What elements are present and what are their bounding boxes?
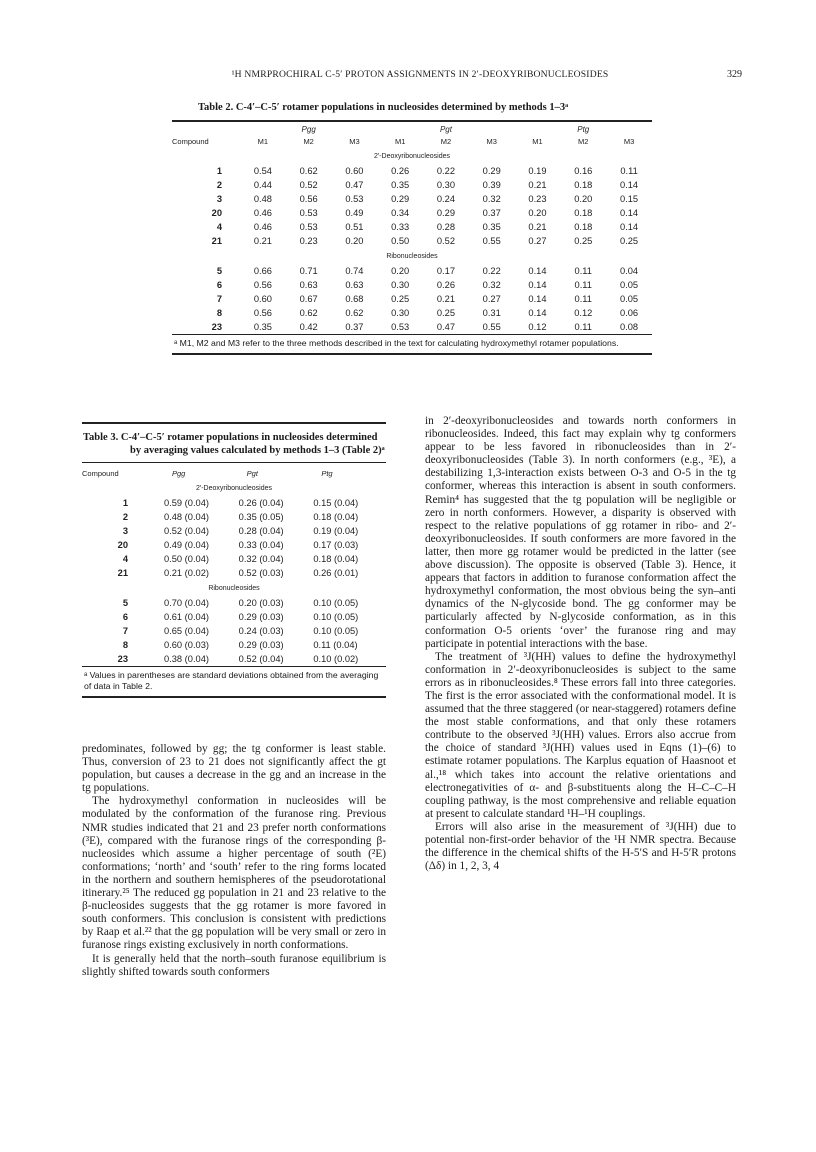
- col-header: M1: [532, 136, 543, 146]
- value-cell: 0.18: [574, 180, 593, 190]
- value-cell: 0.49: [345, 208, 364, 218]
- table-row: [172, 178, 652, 192]
- value-cell: 0.56: [299, 194, 318, 204]
- value-cell: 0.52 (0.04): [238, 654, 284, 664]
- value-cell: 0.30: [391, 308, 410, 318]
- value-cell: 0.25: [436, 308, 455, 318]
- value-cell: 0.49 (0.04): [164, 540, 209, 550]
- value-cell: 0.11: [574, 322, 592, 332]
- value-cell: 0.30: [436, 180, 455, 190]
- value-cell: 0.21: [528, 180, 547, 190]
- value-cell: 0.38 (0.04): [164, 654, 209, 664]
- value-cell: 0.62: [299, 166, 318, 176]
- section-label: Ribonucleosides: [208, 584, 260, 592]
- table-row: [82, 610, 386, 624]
- value-cell: 0.48: [253, 194, 272, 204]
- value-cell: 0.31: [482, 308, 501, 318]
- table-row: [172, 220, 652, 234]
- value-cell: 0.52: [299, 180, 318, 190]
- body-paragraph: The treatment of ³J(HH) values to define the hydroxymethyl conformation in 2′-deoxyribonucleosides is subject to the same errors as in ribonucleosides.⁸ These errors fall into three categories. The first is the error associated with the conformational model. It is assumed that the three staggered (or near-staggered) rotamers define the most stable conformations, and that only these rotamers contribute to the observed ³J(HH) values. Errors also accrue from the choice of standard ³J(HH) values used in Eqns (1)–(6) to estimate rotamer populations. The Karplus equation of Haasnoot et al.,¹⁸ which takes into account the relative orientations and electronegativities of α- and β-substituents along the H–C–C–H coupling pathway, is the most comprehensive and reliable equation at present to calculate standard ¹H–¹H couplings.: [425, 650, 736, 820]
- table-row: [172, 164, 652, 178]
- compound-cell: 20: [211, 208, 222, 218]
- value-cell: 0.59 (0.04): [164, 498, 209, 508]
- value-cell: 0.10 (0.05): [313, 626, 359, 636]
- table-2-population-header: [172, 124, 652, 134]
- pop-label-gg: Pgg: [301, 124, 316, 134]
- compound-cell: 6: [122, 612, 128, 622]
- value-cell: 0.54: [253, 166, 272, 176]
- value-cell: 0.71: [299, 266, 318, 276]
- value-cell: 0.32: [482, 194, 501, 204]
- value-cell: 0.23: [299, 236, 318, 246]
- value-cell: 0.17 (0.03): [313, 540, 359, 550]
- value-cell: 0.23: [528, 194, 547, 204]
- value-cell: 0.24 (0.03): [238, 626, 284, 636]
- value-cell: 0.52: [436, 236, 455, 246]
- table-row: [172, 306, 652, 320]
- value-cell: 0.10 (0.02): [313, 654, 359, 664]
- page-number: 329: [727, 69, 742, 80]
- body-paragraph: predominates, followed by gg; the tg conformer is least stable. Thus, conversion of 23 to 21 does not significantly affect the gt population, but causes a decrease in the gg and an increase in the tg populations.: [82, 743, 386, 795]
- value-cell: 0.22: [436, 166, 455, 176]
- body-paragraph: The hydroxymethyl conformation in nucleosides will be modulated by the conformation of the furanose ring. Previous NMR studies indicated that 21 and 23 prefer north conformations (³E), compared with the furanose rings of the corresponding β-nucleosides which assume a higher percentage of south (²E) conformations; ‘north’ and ‘south’ refer to the ring forms located in the northern and southern hemispheres of the pseudorotational itinerary.²⁵ The reduced gg population in 21 and 23 relative to the β-nucleosides suggests that the gg rotamer is more favored in south conformers. This conclusion is consistent with predictions by Raap et al.²² that the gg population will be very small or zero in furanose rings existing exclusively in north conformations.: [82, 795, 386, 952]
- table-row: [172, 278, 652, 292]
- table-row: [172, 320, 652, 334]
- pop-label-tg: Ptg: [577, 124, 590, 134]
- value-cell: 0.14: [620, 222, 639, 232]
- section-header-row: [172, 248, 652, 264]
- table-3-bottom-rule: [82, 666, 386, 667]
- running-header: ¹H NMRPROCHIRAL C-5′ PROTON ASSIGNMENTS IN 2′-DEOXYRIBONUCLEOSIDES: [231, 69, 609, 80]
- value-cell: 0.39: [482, 180, 501, 190]
- section-header-row: [172, 148, 652, 164]
- table-row: [82, 552, 386, 566]
- value-cell: 0.14: [528, 266, 547, 276]
- table-3-header-rule: [82, 462, 386, 463]
- value-cell: 0.61 (0.04): [164, 612, 209, 622]
- value-cell: 0.27: [528, 236, 547, 246]
- value-cell: 0.20 (0.03): [238, 598, 284, 608]
- value-cell: 0.65 (0.04): [164, 626, 209, 636]
- col-header: Pgg: [172, 468, 186, 478]
- value-cell: 0.21 (0.02): [164, 568, 209, 578]
- compound-cell: 5: [122, 598, 128, 608]
- value-cell: 0.21: [253, 236, 272, 246]
- table-row: [82, 524, 386, 538]
- section-label: 2′-Deoxyribonucleosides: [373, 152, 451, 160]
- value-cell: 0.37: [482, 208, 501, 218]
- table-2-bottom-rule: [172, 334, 652, 335]
- section-header-row: [82, 480, 386, 496]
- value-cell: 0.21: [528, 222, 547, 232]
- value-cell: 0.46: [253, 222, 272, 232]
- value-cell: 0.27: [482, 294, 501, 304]
- value-cell: 0.28: [436, 222, 455, 232]
- value-cell: 0.06: [620, 308, 639, 318]
- table-3-end-rule: [82, 696, 386, 698]
- body-column-left: [82, 743, 386, 979]
- value-cell: 0.29: [391, 194, 410, 204]
- col-header: M3: [623, 136, 635, 146]
- value-cell: 0.05: [620, 280, 639, 290]
- compound-cell: 2: [216, 180, 222, 190]
- value-cell: 0.35: [253, 322, 272, 332]
- value-cell: 0.25: [391, 294, 410, 304]
- body-paragraph: Errors will also arise in the measurement of ³J(HH) due to potential non-first-order behavior of the ¹H NMR spectra. Because the difference in the chemical shifts of the H-5′S and H-5′R protons (Δδ) in 1, 2, 3, 4: [425, 820, 736, 873]
- table-row: [82, 496, 386, 510]
- value-cell: 0.53: [391, 322, 410, 332]
- value-cell: 0.15: [620, 194, 639, 204]
- table-row: [82, 638, 386, 652]
- value-cell: 0.32 (0.04): [238, 554, 284, 564]
- value-cell: 0.30: [391, 280, 410, 290]
- table-2-column-header: [172, 134, 652, 148]
- value-cell: 0.14: [528, 280, 547, 290]
- value-cell: 0.25: [620, 236, 639, 246]
- compound-cell: 23: [117, 654, 128, 664]
- compound-cell: 7: [216, 294, 222, 304]
- value-cell: 0.11: [574, 294, 592, 304]
- compound-cell: 8: [216, 308, 222, 318]
- value-cell: 0.63: [299, 280, 318, 290]
- value-cell: 0.35: [391, 180, 410, 190]
- value-cell: 0.18 (0.04): [313, 512, 359, 522]
- compound-cell: 20: [117, 540, 128, 550]
- value-cell: 0.20: [528, 208, 547, 218]
- value-cell: 0.60: [253, 294, 272, 304]
- table-3-top-rule: [82, 422, 386, 424]
- value-cell: 0.52 (0.03): [238, 568, 284, 578]
- table-2-grid: [172, 124, 652, 334]
- value-cell: 0.10 (0.05): [313, 598, 359, 608]
- table-3-footnote: ᵃ Values in parentheses are standard deviations obtained from the averaging of data in Table 2.: [84, 670, 379, 691]
- value-cell: 0.53: [299, 208, 318, 218]
- value-cell: 0.46: [253, 208, 272, 218]
- value-cell: 0.63: [345, 280, 364, 290]
- compound-cell: 21: [211, 236, 222, 246]
- table-3-column-header: [82, 466, 386, 480]
- section-label: Ribonucleosides: [386, 252, 438, 260]
- value-cell: 0.11 (0.04): [313, 640, 358, 650]
- table-2-caption: Table 2. C-4′–C-5′ rotamer populations in nucleosides determined by methods 1–3ᵃ: [198, 102, 569, 113]
- table-2-end-rule: [172, 353, 652, 355]
- col-header: Ptg: [321, 468, 333, 478]
- value-cell: 0.20: [345, 236, 364, 246]
- compound-cell: 3: [122, 526, 128, 536]
- table-row: [172, 192, 652, 206]
- value-cell: 0.47: [436, 322, 455, 332]
- value-cell: 0.56: [253, 308, 272, 318]
- value-cell: 0.56: [253, 280, 272, 290]
- value-cell: 0.29 (0.03): [238, 612, 284, 622]
- value-cell: 0.66: [253, 266, 272, 276]
- value-cell: 0.26: [391, 166, 410, 176]
- table-row: [172, 292, 652, 306]
- table-row: [82, 538, 386, 552]
- value-cell: 0.34: [391, 208, 410, 218]
- col-header: Pgt: [246, 468, 258, 478]
- col-header: Compound: [172, 136, 209, 146]
- value-cell: 0.21: [436, 294, 455, 304]
- compound-cell: 2: [122, 512, 128, 522]
- value-cell: 0.11: [574, 266, 592, 276]
- value-cell: 0.26 (0.04): [238, 498, 284, 508]
- value-cell: 0.33 (0.04): [238, 540, 284, 550]
- value-cell: 0.53: [299, 222, 318, 232]
- value-cell: 0.19 (0.04): [313, 526, 359, 536]
- col-header: M1: [257, 136, 269, 146]
- value-cell: 0.25: [574, 236, 593, 246]
- value-cell: 0.15 (0.04): [313, 498, 359, 508]
- value-cell: 0.14: [620, 208, 639, 218]
- value-cell: 0.62: [299, 308, 318, 318]
- value-cell: 0.37: [345, 322, 364, 332]
- table-row: [172, 206, 652, 220]
- table-2-footnote: ᵃ M1, M2 and M3 refer to the three methods described in the text for calculating hydroxymethyl rotamer populations.: [174, 338, 619, 348]
- value-cell: 0.55: [482, 322, 501, 332]
- value-cell: 0.32: [482, 280, 501, 290]
- value-cell: 0.42: [299, 322, 318, 332]
- compound-cell: 1: [122, 498, 128, 508]
- col-header: M2: [440, 136, 452, 146]
- col-header: M3: [349, 136, 360, 146]
- value-cell: 0.05: [620, 294, 639, 304]
- body-paragraph: It is generally held that the north–south furanose equilibrium is slightly shifted towards south conformers: [82, 952, 386, 978]
- value-cell: 0.60: [345, 166, 364, 176]
- value-cell: 0.16: [574, 166, 593, 176]
- value-cell: 0.28 (0.04): [238, 526, 284, 536]
- compound-cell: 1: [216, 166, 222, 176]
- body-column-right: [425, 415, 736, 873]
- value-cell: 0.14: [528, 308, 547, 318]
- table-3-grid: [82, 466, 386, 666]
- value-cell: 0.50: [391, 236, 410, 246]
- value-cell: 0.24: [436, 194, 455, 204]
- table-3-caption: Table 3. C-4′–C-5′ rotamer populations in nucleosides determined by averaging values calculated by methods 1–3 (Table 2)ᵃ: [83, 432, 385, 456]
- compound-cell: 5: [216, 266, 222, 276]
- value-cell: 0.33: [391, 222, 410, 232]
- value-cell: 0.04: [620, 266, 639, 276]
- table-row: [172, 264, 652, 278]
- table-row: [82, 510, 386, 524]
- compound-cell: 23: [211, 322, 222, 332]
- table-row: [82, 624, 386, 638]
- table-row: [172, 234, 652, 248]
- section-label: 2′-Deoxyribonucleosides: [195, 484, 273, 492]
- value-cell: 0.68: [345, 294, 364, 304]
- value-cell: 0.10 (0.05): [313, 612, 359, 622]
- value-cell: 0.29 (0.03): [238, 640, 284, 650]
- value-cell: 0.74: [345, 266, 364, 276]
- value-cell: 0.26: [436, 280, 455, 290]
- value-cell: 0.18: [574, 222, 593, 232]
- table-row: [82, 566, 386, 580]
- value-cell: 0.12: [574, 308, 593, 318]
- compound-cell: 21: [117, 568, 128, 578]
- col-header: M2: [578, 136, 589, 146]
- value-cell: 0.44: [253, 180, 272, 190]
- value-cell: 0.67: [299, 294, 318, 304]
- col-header: M3: [486, 136, 497, 146]
- compound-cell: 6: [216, 280, 222, 290]
- value-cell: 0.29: [436, 208, 455, 218]
- value-cell: 0.48 (0.04): [164, 512, 209, 522]
- value-cell: 0.50 (0.04): [164, 554, 209, 564]
- table-row: [82, 596, 386, 610]
- value-cell: 0.20: [574, 194, 593, 204]
- value-cell: 0.35 (0.05): [238, 512, 284, 522]
- value-cell: 0.18: [574, 208, 593, 218]
- col-header: Compound: [82, 468, 119, 478]
- table-row: [82, 652, 386, 666]
- value-cell: 0.11: [574, 280, 592, 290]
- table-2: [172, 102, 652, 355]
- value-cell: 0.08: [620, 322, 639, 332]
- value-cell: 0.52 (0.04): [164, 526, 209, 536]
- value-cell: 0.60 (0.03): [164, 640, 209, 650]
- value-cell: 0.35: [482, 222, 501, 232]
- value-cell: 0.55: [482, 236, 501, 246]
- value-cell: 0.14: [528, 294, 547, 304]
- compound-cell: 4: [216, 222, 222, 232]
- value-cell: 0.14: [620, 180, 639, 190]
- value-cell: 0.18 (0.04): [313, 554, 359, 564]
- value-cell: 0.11: [620, 166, 638, 176]
- table-3: [82, 422, 386, 698]
- value-cell: 0.22: [482, 266, 501, 276]
- section-header-row: [82, 580, 386, 596]
- value-cell: 0.12: [528, 322, 547, 332]
- compound-cell: 8: [122, 640, 128, 650]
- col-header: M2: [303, 136, 314, 146]
- compound-cell: 3: [216, 194, 222, 204]
- value-cell: 0.29: [482, 166, 501, 176]
- col-header: M1: [394, 136, 406, 146]
- value-cell: 0.26 (0.01): [313, 568, 359, 578]
- body-paragraph: in 2′-deoxyribonucleosides and towards north conformers in ribonucleosides. Indeed, this fact may explain why tg conformers appear to be less favored in ribonucleosides than in 2′-deoxyribonucleosides (Table 3). In north conformers (e.g., ³E), a destabilizing 1,3-interaction exists between O-3 and O-5 in the tg conformer, whereas this interaction is absent in south conformers. Remin⁴ has suggested that the tg population will be negligible or zero in north conformers. However, a disparity is observed with respect to the relative populations of gg rotamer in ribo- and 2′-deoxyribonucleosides. If south conformers are more favored in the latter, then more gg rotamer would be predicted in the latter (see above discussion). The opposite is observed (Table 3). Hence, it appears that factors in addition to furanose conformation affect the hydroxymethyl conformation, the most obvious being the syn–anti dynamics of the N-glycoside bond. The gg conformer may be particularly affected by N-glycoside conformation, as in this conformation O-5 orients ‘over’ the furanose ring and may participate in potential interactions with the base.: [425, 415, 736, 650]
- value-cell: 0.17: [436, 266, 455, 276]
- value-cell: 0.62: [345, 308, 364, 318]
- value-cell: 0.20: [391, 266, 410, 276]
- table-2-top-rule: [172, 120, 652, 122]
- compound-cell: 4: [122, 554, 128, 564]
- value-cell: 0.47: [345, 180, 364, 190]
- value-cell: 0.19: [528, 166, 547, 176]
- pop-label-gt: Pgt: [439, 124, 452, 134]
- value-cell: 0.53: [345, 194, 364, 204]
- value-cell: 0.51: [345, 222, 364, 232]
- value-cell: 0.70 (0.04): [164, 598, 209, 608]
- compound-cell: 7: [122, 626, 128, 636]
